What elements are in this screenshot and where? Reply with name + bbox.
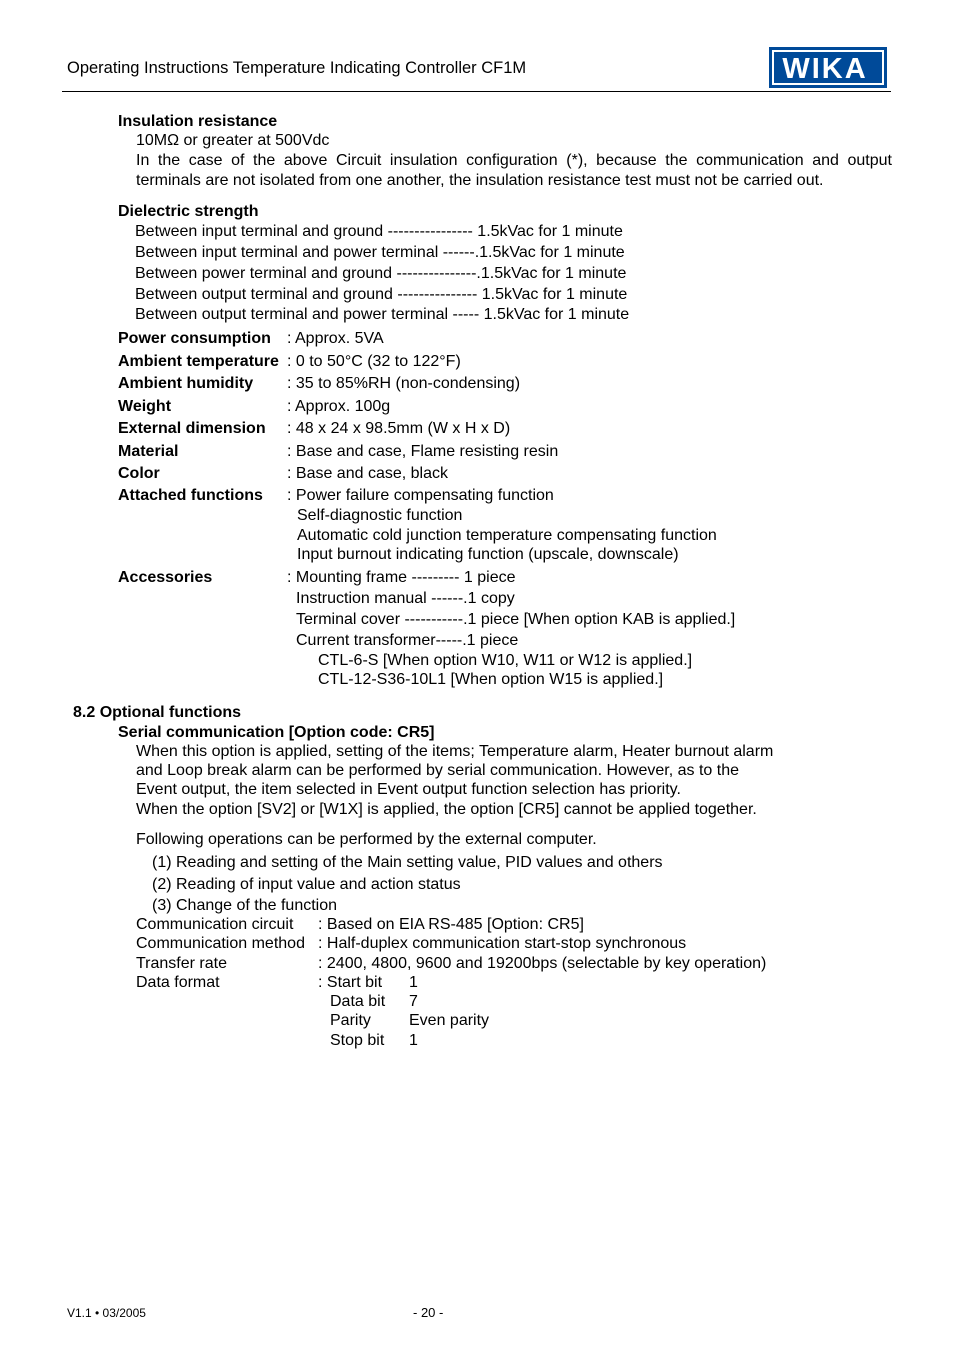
document-title: Operating Instructions Temperature Indicating Controller CF1M [67, 59, 527, 77]
accessory-line: CTL-12-S36-10L1 [When option W15 is applied.] [318, 671, 664, 688]
comm-value: : Start bit [318, 974, 383, 991]
spec-value: : Base and case, Flame resisting resin [287, 443, 559, 460]
comm-label: Data format [136, 974, 220, 991]
svg-text:WIKA: WIKA [782, 53, 868, 85]
dielectric-line: Between output terminal and power terminal ----- 1.5kVac for 1 minute [135, 306, 630, 323]
accessory-line: Terminal cover -----------.1 piece [When option KAB is applied.] [296, 611, 736, 628]
insulation-value: 10MΩ or greater at 500Vdc [136, 132, 330, 149]
spec-value: : Approx. 5VA [287, 330, 384, 347]
spec-value: : 35 to 85%RH (non-condensing) [287, 375, 521, 392]
comm-value: : Based on EIA RS-485 [Option: CR5] [318, 916, 584, 933]
section-heading: 8.2 Optional functions [73, 704, 242, 721]
data-format-value: 1 [409, 974, 418, 991]
spec-label: Ambient temperature [118, 353, 279, 370]
spec-value: : 0 to 50°C (32 to 122°F) [287, 353, 461, 370]
attached-label: Attached functions [118, 487, 263, 504]
spec-label: Power consumption [118, 330, 271, 347]
operations-intro: Following operations can be performed by the external computer. [136, 831, 597, 848]
dielectric-line: Between input terminal and power terminal ------.1.5kVac for 1 minute [135, 244, 625, 261]
spec-label: Weight [118, 398, 172, 415]
operation-item: (2) Reading of input value and action status [152, 876, 461, 893]
dielectric-line: Between output terminal and ground --------------- 1.5kVac for 1 minute [135, 286, 628, 303]
spec-label: Material [118, 443, 179, 460]
spec-label: Ambient humidity [118, 375, 254, 392]
comm-value: : 2400, 4800, 9600 and 19200bps (selectable by key operation) [318, 955, 767, 972]
comm-label: Communication circuit [136, 916, 294, 933]
spec-value: : 48 x 24 x 98.5mm (W x H x D) [287, 420, 511, 437]
comm-label: Transfer rate [136, 955, 227, 972]
attached-line: Input burnout indicating function (upscale, downscale) [297, 546, 679, 563]
header-divider [62, 91, 891, 92]
dielectric-line: Between input terminal and ground ---------------- 1.5kVac for 1 minute [135, 223, 623, 240]
accessory-line: CTL-6-S [When option W10, W11 or W12 is applied.] [318, 652, 693, 669]
paragraph-line: and Loop break alarm can be performed by serial communication. However, as to the [136, 762, 739, 779]
dielectric-heading: Dielectric strength [118, 203, 259, 220]
paragraph-line: Event output, the item selected in Event output function selection has priority. [136, 781, 681, 798]
accessory-line: Current transformer-----.1 piece [296, 632, 519, 649]
data-format-value: Even parity [409, 1012, 490, 1029]
spec-value: : Base and case, black [287, 465, 448, 482]
data-format-name: Data bit [330, 993, 386, 1010]
paragraph-line: When the option [SV2] or [W1X] is applied, the option [CR5] cannot be applied together. [136, 801, 757, 818]
attached-line: : Power failure compensating function [287, 487, 554, 504]
operation-item: (1) Reading and setting of the Main setting value, PID values and others [152, 854, 663, 871]
wika-logo [769, 47, 887, 88]
data-format-name: Stop bit [330, 1032, 385, 1049]
accessory-line: Instruction manual ------.1 copy [296, 590, 515, 607]
accessory-line: : Mounting frame --------- 1 piece [287, 569, 516, 586]
spec-label: External dimension [118, 420, 266, 437]
spec-label: Color [118, 465, 160, 482]
spec-value: : Approx. 100g [287, 398, 391, 415]
data-format-value: 1 [409, 1032, 418, 1049]
accessories-label: Accessories [118, 569, 213, 586]
data-format-value: 7 [409, 993, 418, 1010]
insulation-heading: Insulation resistance [118, 113, 278, 130]
attached-line: Self-diagnostic function [297, 507, 463, 524]
subsection-heading: Serial communication [Option code: CR5] [118, 724, 435, 741]
paragraph-line: When this option is applied, setting of the items; Temperature alarm, Heater burnout alarm [136, 743, 774, 760]
comm-value: : Half-duplex communication start-stop synchronous [318, 935, 687, 952]
data-format-name: Parity [330, 1012, 371, 1029]
dielectric-line: Between power terminal and ground ---------------.1.5kVac for 1 minute [135, 265, 627, 282]
insulation-note: In the case of the above Circuit insulation configuration (*), because the communication and output terminals are not isolated from one another, the insulation resistance test must not be carried out. [136, 152, 892, 189]
comm-label: Communication method [136, 935, 305, 952]
page-number: - 20 - [413, 1305, 444, 1320]
attached-line: Automatic cold junction temperature compensating function [297, 527, 717, 544]
version-date: V1.1 • 03/2005 [67, 1306, 146, 1320]
operation-item: (3) Change of the function [152, 897, 338, 914]
